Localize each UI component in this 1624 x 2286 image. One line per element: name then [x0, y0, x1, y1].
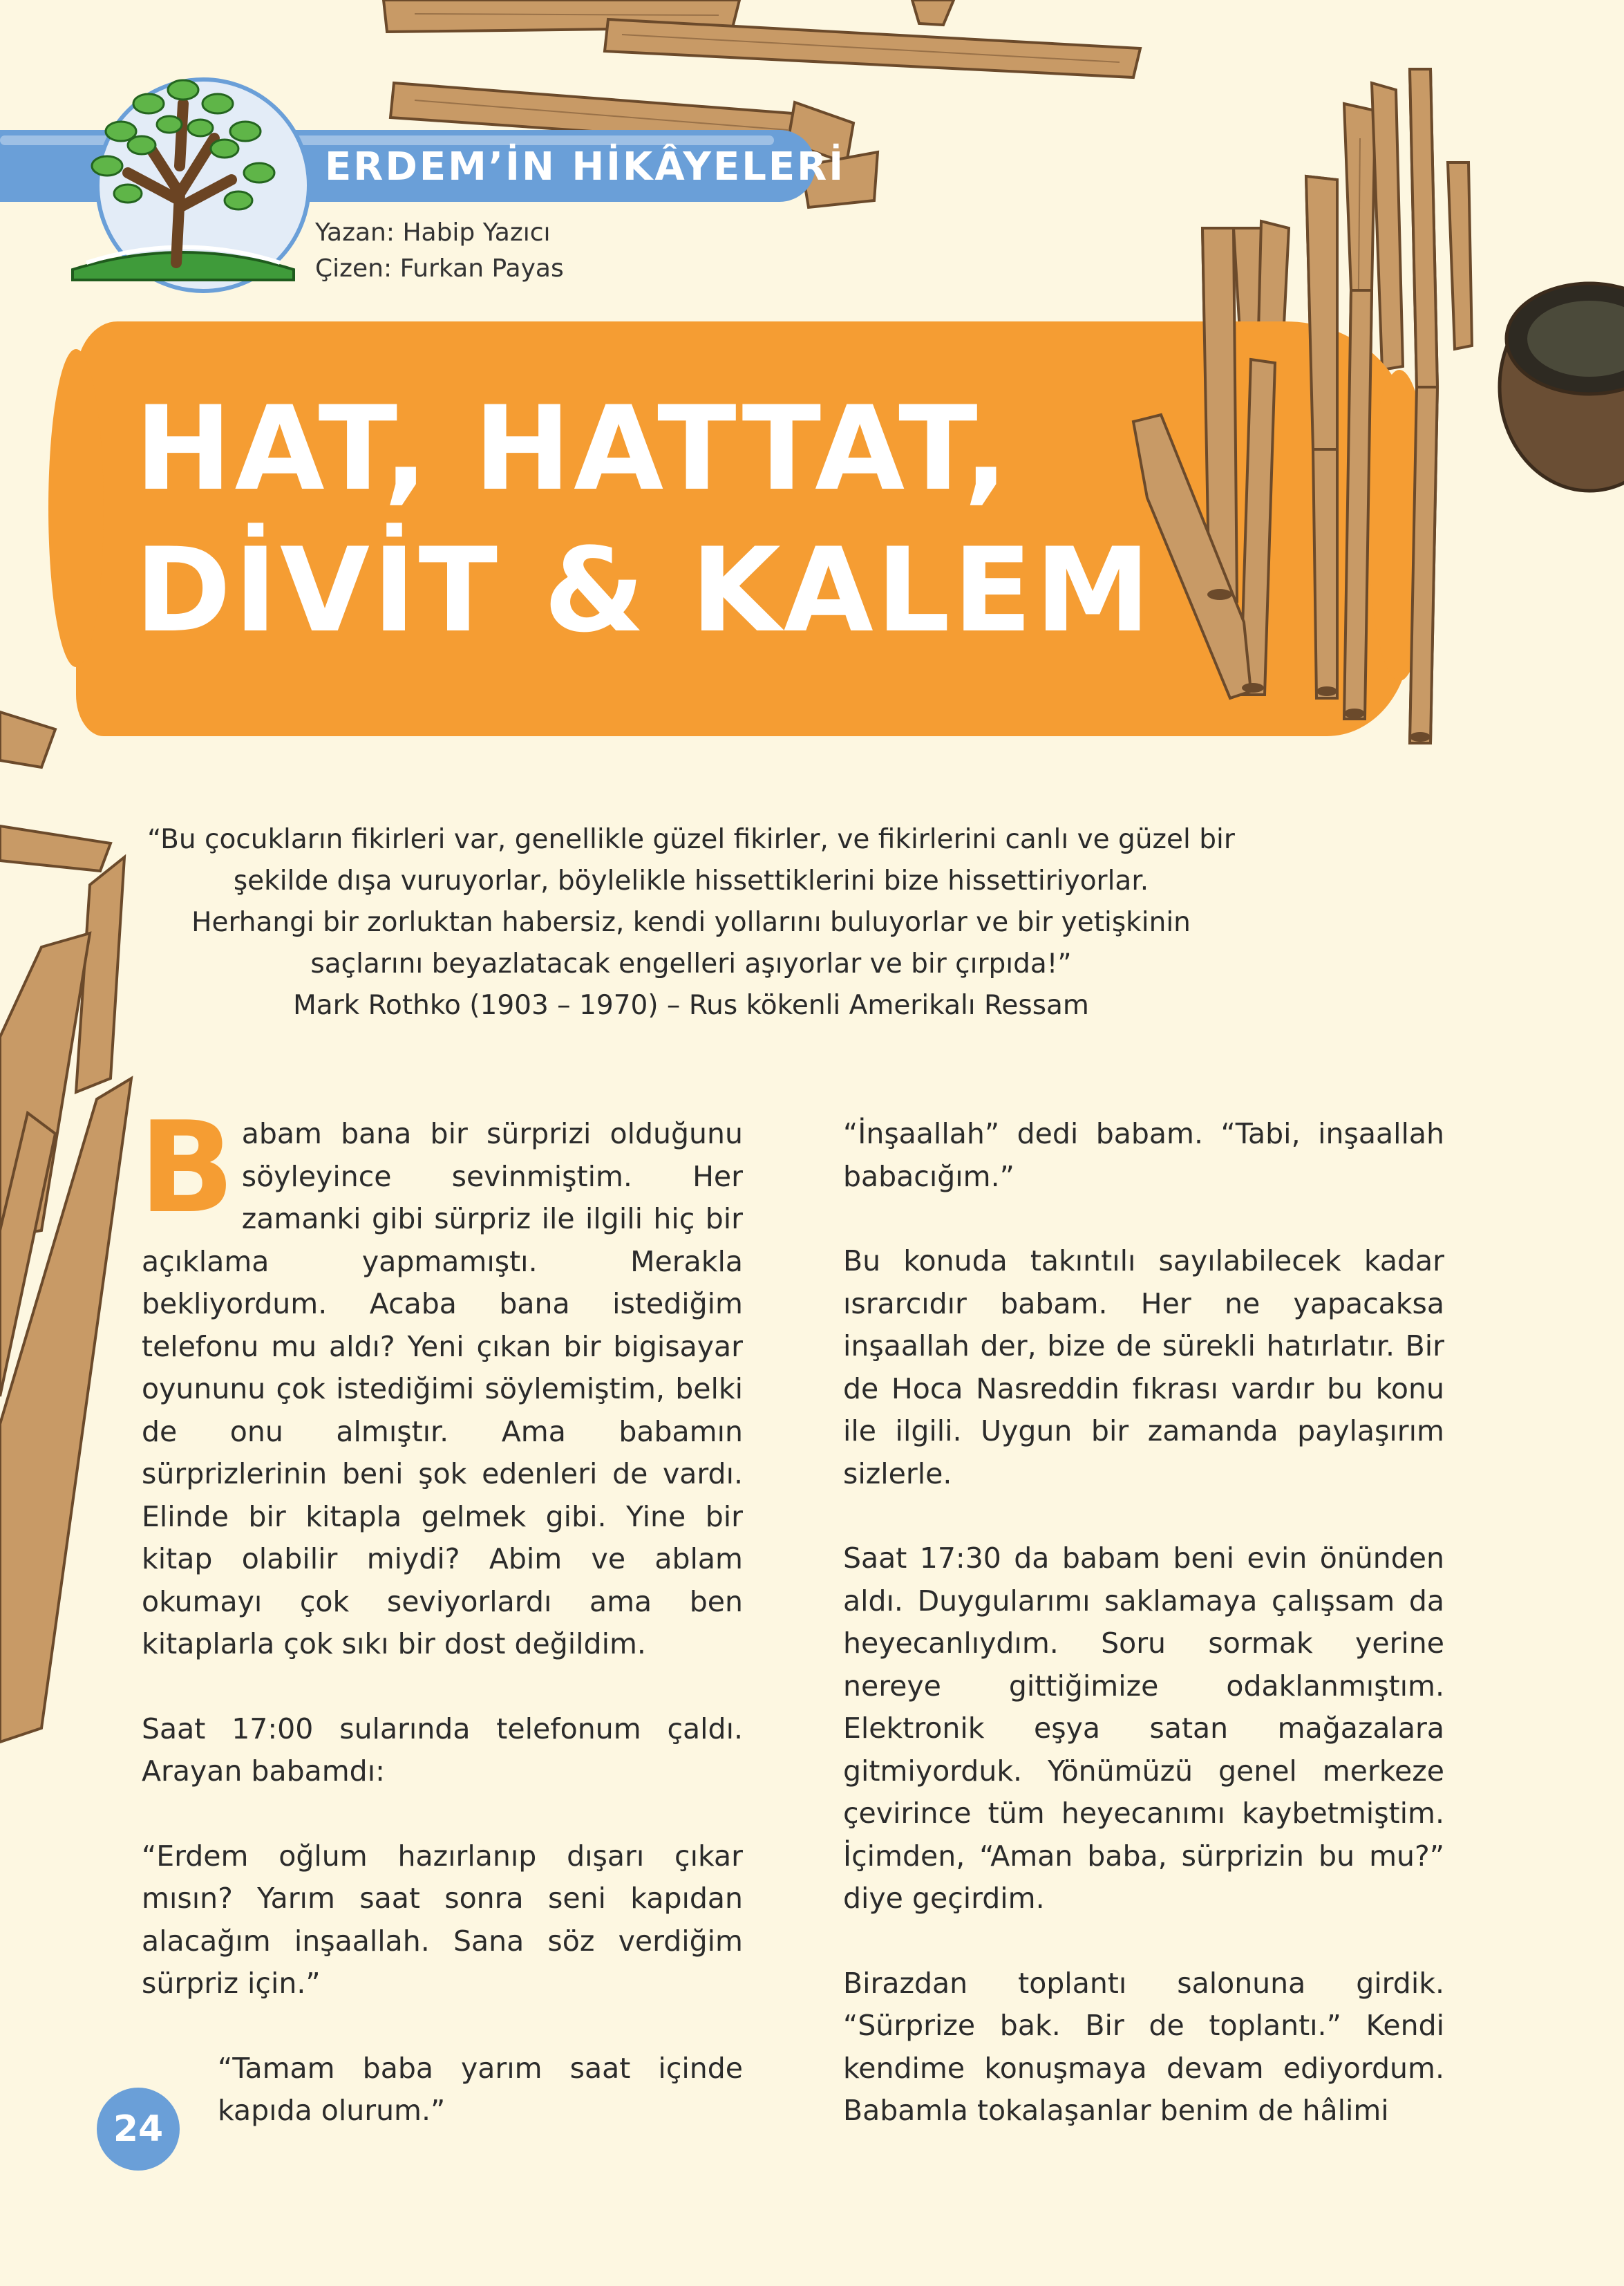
epigraph-quote	[104, 819, 1278, 1027]
story-paragraph-text: abam bana bir sürprizi olduğunu söyleyince sevinmiştim. Her zamanki gibi sürpriz ile ilgili hiç bir açıklama yapmamıştı. Merakla bekliyordum. Acaba bana istediğim telefonu mu aldı? Yeni çıkan bir bigisayar oyununu çok istediğimi söylemiştim, belki de onu almıştır. Ama babamın sürprizlerinin beni şok edenleri de vardı. Elinde bir kitapla gelmek gibi. Yine bir kitap olabilir miydi? Abim ve ablam okumayı çok seviyorlardı ama ben kitaplarla çok sıkı bir dost değildim.	[142, 1117, 743, 1660]
series-title: ERDEM’İN HİKÂYELERİ	[325, 144, 846, 189]
quote-line: şekilde dışa vuruyorlar, böylelikle hissettiklerini bize hissettiriyorlar.	[233, 865, 1149, 897]
story-paragraph: Birazdan toplantı salonuna girdik. “Sürprize bak. Bir de toplantı.” Kendi kendime konuşmaya devam ediyordum. Babamla tokalaşanlar benim de hâlimi	[843, 1966, 1444, 2127]
story-paragraph: Bu konuda takıntılı sayılabilecek kadar ısrarcıdır babam. Her ne yapacaksa inşaallah der, bize de sürekli hatırlatır. Bir de Hoca Nasreddin fıkrası vardır bu konu ile ilgili. Uygun bir zamanda paylaşırım sizlerle.	[843, 1244, 1444, 1490]
story-paragraph: “Tamam baba yarım saat içinde kapıda olurum.”	[218, 2051, 743, 2127]
story-column-right	[843, 1113, 1444, 2175]
headline-line-1: HAT, HATTAT,	[135, 381, 1011, 516]
story-paragraph: Saat 17:00 sularında telefonum çaldı. Arayan babamdı:	[142, 1712, 743, 1788]
reed-pens-over-banner	[0, 0, 1624, 760]
quote-line: Herhangi bir zorluktan habersiz, kendi yollarını buluyorlar ve bir yetişkinin	[191, 907, 1191, 938]
story-paragraph: Saat 17:30 da babam beni evin önünden aldı. Duygularımı saklamaya çalışsam da heyecanlıydım. Soru sormak yerine nereye gittiğimize odaklanmıştım. Elektronik eşya satan mağazalara gitmiyorduk. Yönümüzü genel merkeze çevirince tüm heyecanımı kaybetmiştim. İçimden, “Aman baba, sürprizin bu mu?” diye geçirdim.	[843, 1542, 1444, 1915]
page-number: 24	[97, 2088, 180, 2171]
drop-cap: B	[139, 1094, 235, 1241]
quote-attribution: Mark Rothko (1903 – 1970) – Rus kökenli Amerikalı Ressam	[293, 990, 1089, 1021]
quote-line: saçlarını beyazlatacak engelleri aşıyorlar ve bir çırpıda!”	[310, 948, 1072, 980]
illustrator-credit: Çizen: Furkan Payas	[315, 254, 564, 283]
story-paragraph: “Erdem oğlum hazırlanıp dışarı çıkar mısın? Yarım saat sonra seni kapıdan alacağım inşaallah. Sana söz verdiğim sürpriz için.”	[142, 1839, 743, 2000]
quote-line: “Bu çocukların fikirleri var, genellikle güzel fikirler, ve fikirlerini canlı ve güzel bir	[147, 824, 1235, 855]
story-paragraph: “İnşaallah” dedi babam. “Tabi, inşaallah babacığım.”	[843, 1117, 1444, 1193]
story-column-left	[139, 1094, 743, 2175]
story-paragraph	[139, 1094, 743, 1666]
writer-credit: Yazan: Habip Yazıcı	[315, 218, 551, 247]
headline-line-2: DİVİT & KALEM	[135, 523, 1153, 658]
